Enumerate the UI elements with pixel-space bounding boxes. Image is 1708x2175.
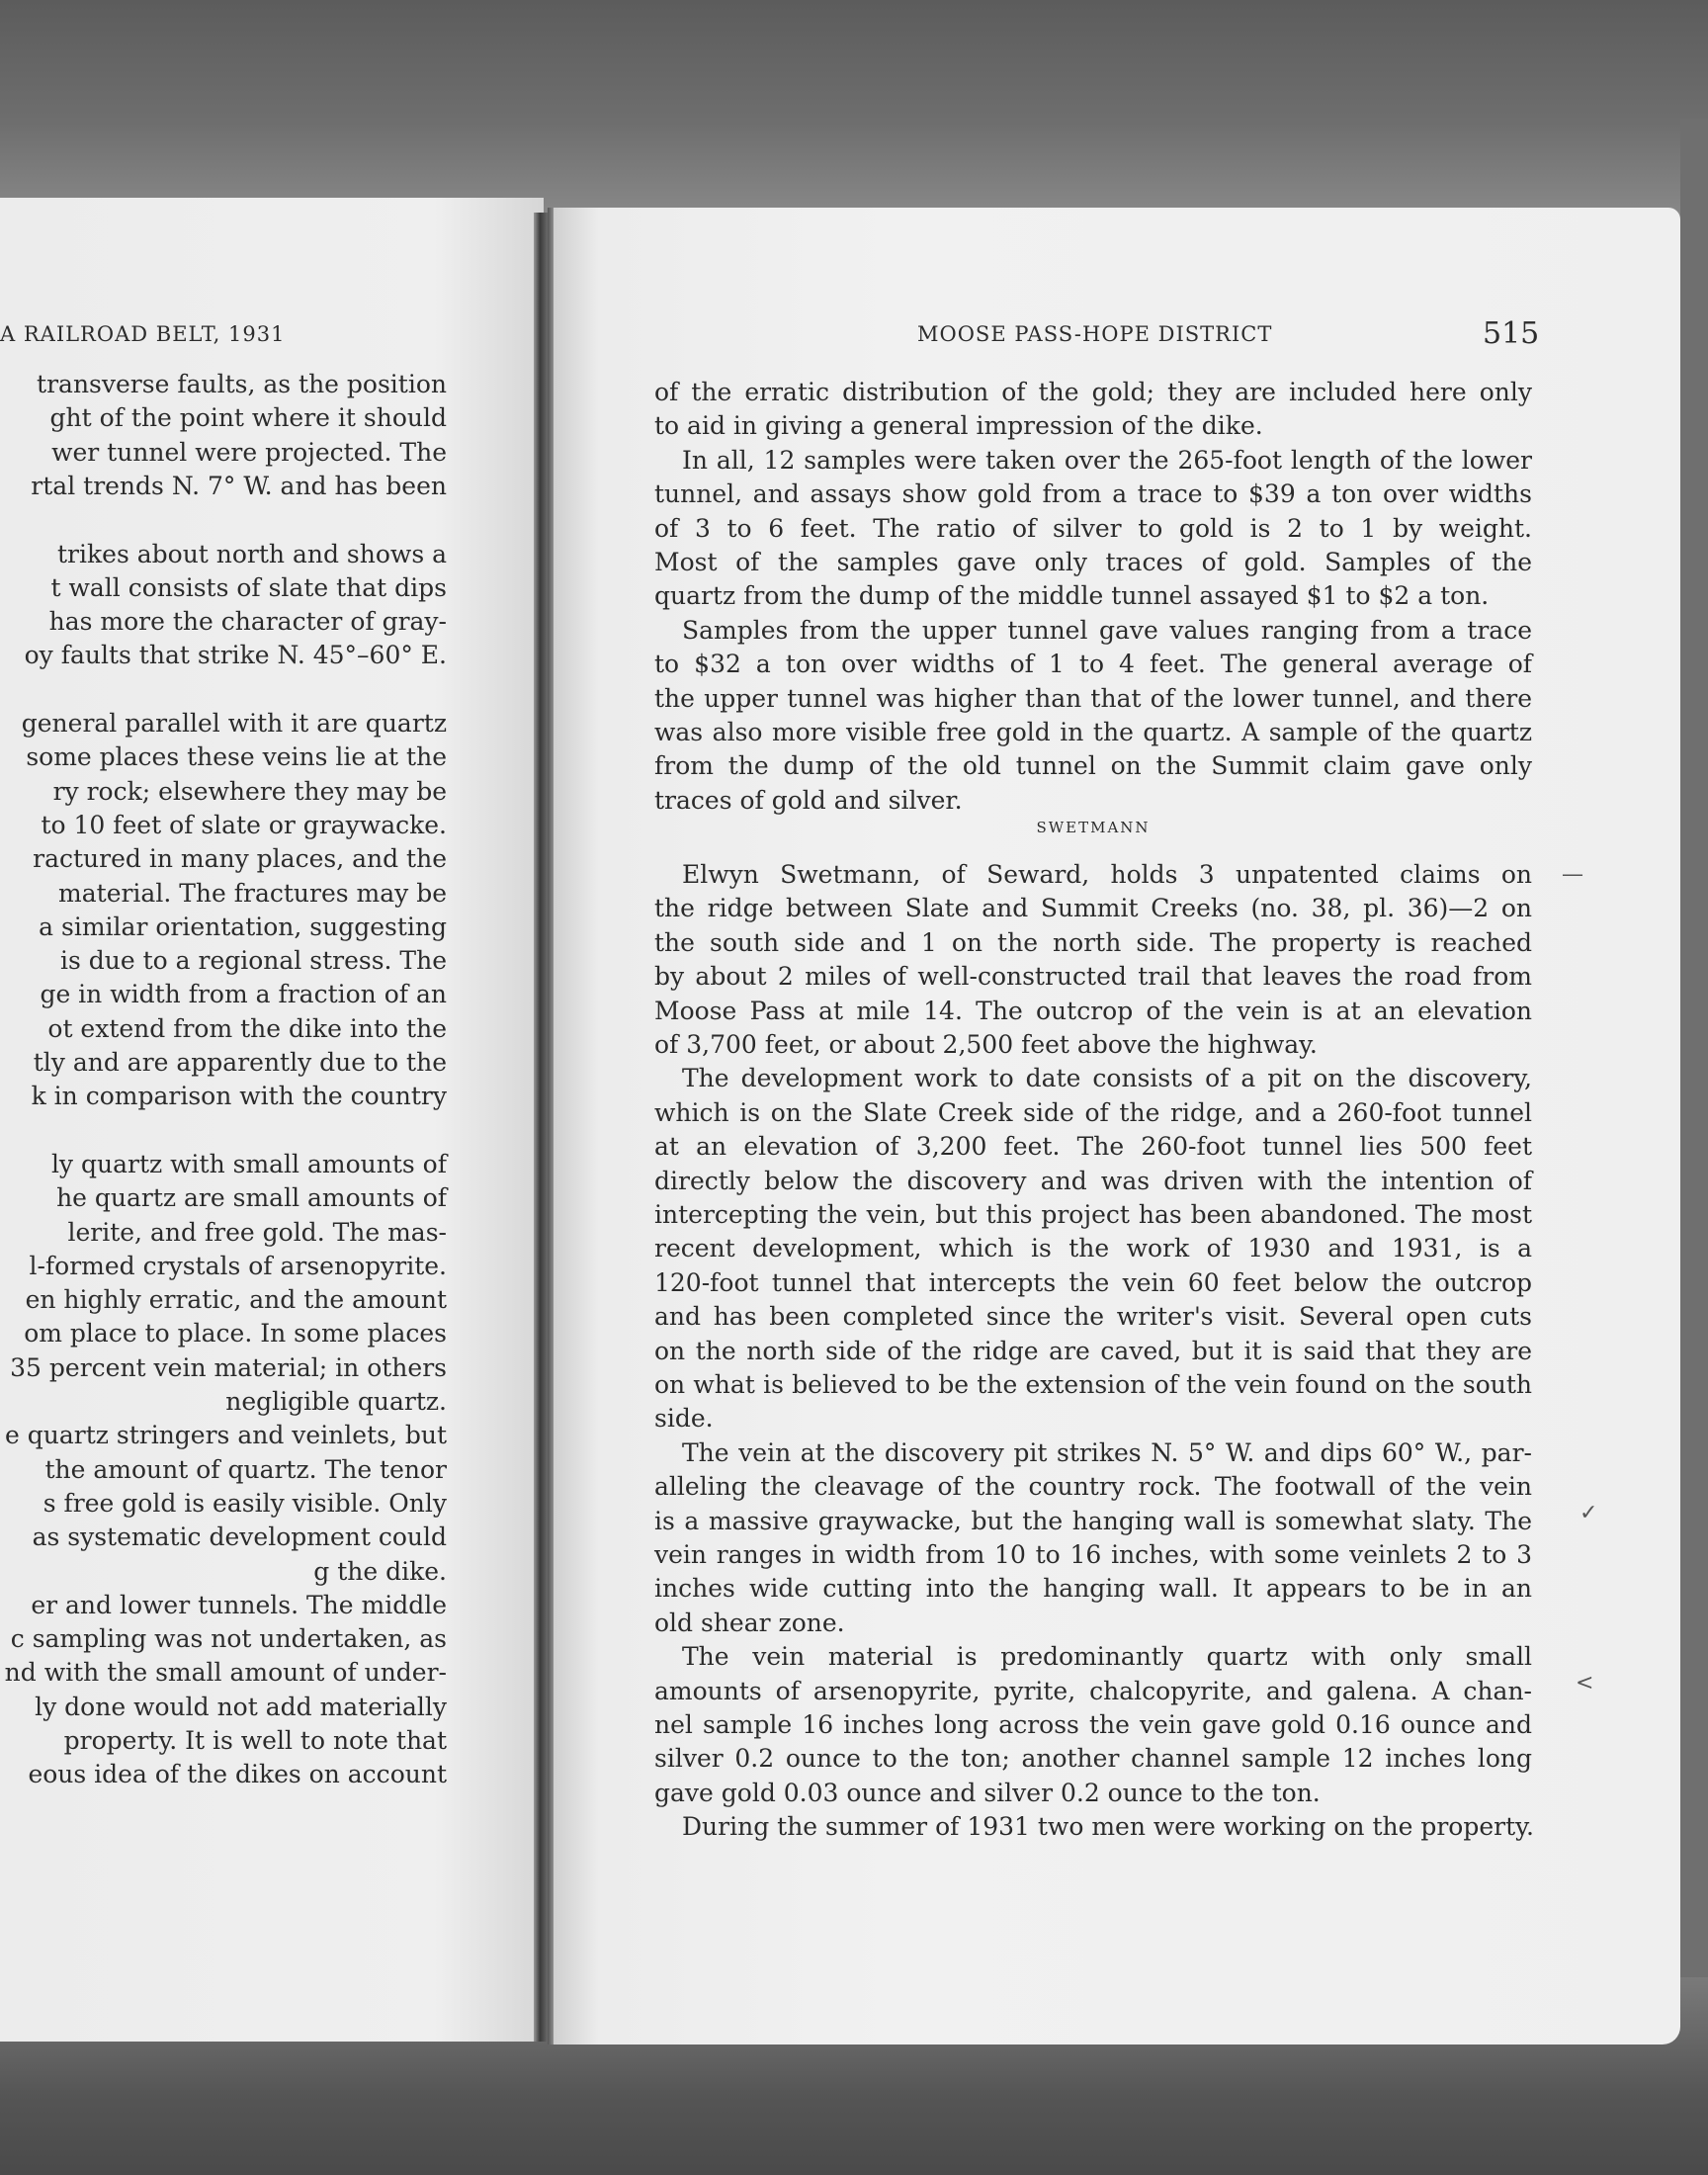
body-text-line: directly below the discovery and was driven with the intention of	[654, 1166, 1532, 1195]
body-text-line: from the dump of the old tunnel on the Summit claim gave only	[654, 751, 1532, 781]
left-text-line: k in comparison with the country	[31, 1082, 447, 1111]
left-text-line: as systematic development could	[32, 1522, 447, 1552]
body-text-line: Most of the samples gave only traces of gold. Samples of the	[654, 548, 1532, 576]
body-text-line: was also more visible free gold in the quartz. A sample of the quartz	[654, 718, 1532, 746]
body-text-line: the south side and 1 on the north side. The property is reached	[654, 927, 1532, 957]
left-text-line: nd with the small amount of under-	[4, 1658, 447, 1688]
body-text-line: amounts of arsenopyrite, pyrite, chalcopyrite, and galena. A chan-	[654, 1676, 1532, 1705]
body-text-line: During the summer of 1931 two men were working on the property.	[682, 1812, 1534, 1842]
body-text-line: Moose Pass at mile 14. The outcrop of the vein is at an elevation	[654, 996, 1532, 1025]
left-text-line: is due to a regional stress. The	[59, 946, 447, 976]
body-text-line: In all, 12 samples were taken over the 265-foot length of the lower	[682, 445, 1532, 475]
left-text-line: g the dike.	[313, 1556, 447, 1586]
body-text-line: the ridge between Slate and Summit Creeks (no. 38, pl. 36)—2 on	[654, 894, 1532, 923]
left-running-head: A RAILROAD BELT, 1931	[0, 322, 286, 346]
body-text-line: Samples from the upper tunnel gave values ranging from a trace	[682, 615, 1532, 645]
body-text-line: at an elevation of 3,200 feet. The 260-foot tunnel lies 500 feet	[654, 1132, 1532, 1162]
left-text-line: some places these veins lie at the	[26, 742, 447, 772]
right-running-head: MOOSE PASS-HOPE DISTRICT	[917, 322, 1273, 346]
body-text-line: traces of gold and silver.	[654, 785, 963, 815]
left-text-line: t wall consists of slate that dips	[50, 572, 447, 602]
left-text-line: ght of the point where it should	[49, 403, 447, 433]
section-heading: SWETMANN	[1036, 819, 1151, 836]
body-text-line: by about 2 miles of well-constructed trail that leaves the road from	[654, 962, 1532, 992]
scan-background-right	[1680, 119, 1708, 2096]
body-text-line: 120-foot tunnel that intercepts the vein 60 feet below the outcrop	[654, 1267, 1532, 1297]
body-text-line: The vein at the discovery pit strikes N. 5° W. and dips 60° W., par-	[682, 1437, 1532, 1467]
left-text-line: om place to place. In some places	[24, 1319, 447, 1348]
left-text-line: eous idea of the dikes on account	[28, 1760, 447, 1789]
body-text-line: is a massive graywacke, but the hanging wall is somewhat slaty. The	[654, 1506, 1532, 1535]
left-text-line: ly done would not add materially	[35, 1692, 447, 1721]
margin-caret-mark: <	[1576, 1671, 1594, 1696]
body-text-line: of the erratic distribution of the gold; they are included here only	[654, 378, 1532, 406]
left-text-line: material. The fractures may be	[58, 878, 447, 908]
left-text-line: the amount of quartz. The tenor	[44, 1454, 447, 1484]
body-text-line: The development work to date consists of a pit on the discovery,	[682, 1064, 1532, 1093]
margin-check-mark: ✓	[1580, 1501, 1598, 1525]
body-text-line: on what is believed to be the extension of the vein found on the south	[654, 1370, 1532, 1399]
left-text-line: en highly erratic, and the amount	[25, 1285, 447, 1315]
left-text-line: ry rock; elsewhere they may be	[52, 776, 447, 806]
body-text-line: inches wide cutting into the hanging wall. It appears to be in an	[654, 1574, 1532, 1604]
scan-background-top	[0, 0, 1708, 222]
left-text-line: general parallel with it are quartz	[21, 709, 447, 738]
left-text-line: oy faults that strike N. 45°–60° E.	[24, 641, 447, 670]
left-text-line: s free gold is easily visible. Only	[43, 1488, 447, 1518]
body-text-line: of 3 to 6 feet. The ratio of silver to gold is 2 to 1 by weight.	[654, 513, 1532, 543]
body-text-line: on the north side of the ridge are caved, but it is said that they are	[654, 1336, 1532, 1365]
body-text-line: quartz from the dump of the middle tunnel assayed $1 to $2 a ton.	[654, 581, 1490, 611]
left-text-line: ot extend from the dike into the	[47, 1013, 447, 1043]
body-text-line: vein ranges in width from 10 to 16 inches, with some veinlets 2 to 3	[654, 1540, 1532, 1569]
left-text-line: ractured in many places, and the	[33, 844, 447, 874]
body-text-line: silver 0.2 ounce to the ton; another channel sample 12 inches long	[654, 1744, 1532, 1774]
left-text-line: wer tunnel were projected. The	[51, 437, 447, 467]
body-text-line: intercepting the vein, but this project has been abandoned. The most	[654, 1200, 1532, 1229]
left-text-line: to 10 feet of slate or graywacke.	[41, 810, 447, 839]
left-text-line: tly and are apparently due to the	[33, 1048, 447, 1077]
body-text-line: recent development, which is the work of 1930 and 1931, is a	[654, 1234, 1532, 1263]
book-spine	[534, 213, 548, 2042]
body-text-line: the upper tunnel was higher than that of the lower tunnel, and there	[654, 683, 1532, 713]
body-text-line: Elwyn Swetmann, of Seward, holds 3 unpatented claims on	[682, 860, 1532, 889]
left-text-line: transverse faults, as the position	[37, 370, 447, 398]
body-text-line: to aid in giving a general impression of the dike.	[654, 411, 1263, 441]
body-text-line: alleling the cleavage of the country rock. The footwall of the vein	[654, 1472, 1532, 1502]
left-text-line: ge in width from a fraction of an	[40, 980, 447, 1009]
left-text-line: l-formed crystals of arsenopyrite.	[29, 1251, 447, 1280]
body-text-line: old shear zone.	[654, 1608, 845, 1637]
left-text-line: has more the character of gray-	[48, 607, 447, 637]
body-text-line: to $32 a ton over widths of 1 to 4 feet. The general average of	[654, 650, 1532, 679]
body-text-line: of 3,700 feet, or about 2,500 feet above the highway.	[654, 1030, 1318, 1059]
left-text-line: c sampling was not undertaken, as	[10, 1624, 447, 1654]
margin-dash-mark: —	[1562, 862, 1583, 887]
left-text-line: 35 percent vein material; in others	[10, 1352, 447, 1382]
left-text-line: property. It is well to note that	[63, 1726, 447, 1755]
page-number: 515	[1483, 316, 1540, 351]
left-text-line: trikes about north and shows a	[57, 539, 447, 568]
body-text-line: nel sample 16 inches long across the vein gave gold 0.16 ounce and	[654, 1710, 1532, 1739]
body-text-line: gave gold 0.03 ounce and silver 0.2 ounce to the ton.	[654, 1778, 1321, 1807]
body-text-line: tunnel, and assays show gold from a trace to $39 a ton over widths	[654, 479, 1532, 509]
left-text-line: a similar orientation, suggesting	[39, 912, 447, 941]
left-text-line: er and lower tunnels. The middle	[31, 1590, 447, 1619]
left-text-line: he quartz are small amounts of	[56, 1183, 447, 1213]
left-text-line: e quartz stringers and veinlets, but	[5, 1421, 447, 1450]
left-text-line: negligible quartz.	[225, 1387, 447, 1416]
body-text-line: and has been completed since the writer's visit. Several open cuts	[654, 1302, 1532, 1332]
left-text-line: lerite, and free gold. The mas-	[67, 1217, 447, 1247]
body-text-line: The vein material is predominantly quartz with only small	[682, 1642, 1532, 1672]
body-text-line: which is on the Slate Creek side of the ridge, and a 260-foot tunnel	[654, 1097, 1532, 1127]
left-text-line: rtal trends N. 7° W. and has been	[31, 471, 447, 500]
left-text-line: ly quartz with small amounts of	[50, 1149, 447, 1178]
body-text-line: side.	[654, 1404, 714, 1434]
